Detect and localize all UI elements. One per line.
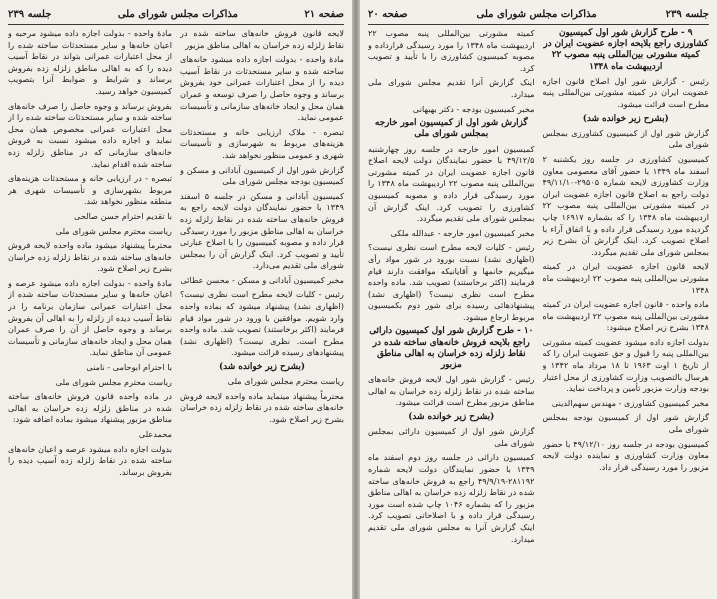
right-page [360,0,717,599]
left-page-title: مذاکرات مجلس شورای ملی [117,8,238,20]
left-page [0,0,352,599]
left-page-column-right [180,28,344,595]
paragraph: مخبر کمیسیون امور خارجه - عبدالله ملکی [390,227,535,238]
paragraph: لایحه قانون اجازه عضویت ایران در کمیته مشورتی بین‌المللی پنبه مصوب ۲۲ اردیبهشت ماه ۱۳۴۸ [542,261,709,295]
paragraph: کمیسیون کشاورزی در جلسه روز یکشنبه ۲ اسفند ماه ۱۳۴۹ با حضور آقای معصومی معاون وزارت کشاورزی لایحه شماره ۲۹۵۰۵-۴۹/۱۱/۱۰ دولت راجع به اصلاح قانون اجازه عضویت ایران در کمیته مشورتی بین‌المللی پنبه مصوب ۲۲ اردیبهشت ماه ۱۳۴۸ را که بشماره ۱۶۹۱۷ چاپ گردیده مورد رسیدگی قرار داده و با اتفاق آراء با اصلاح تصویب کرد. اینک گزارش آن بشرح زیر بمجلس شورای ملی تقدیم میگردد. [542,153,709,257]
section-heading: گزارش شور اول از کمیسیون امور خارجه بمجلس شورای ملی [374,118,528,140]
paragraph: گزارش شور اول از کمیسیون دارائی بمجلس شورای ملی [368,426,535,448]
paragraph: محترماً پیشنهاد مینماید ماده واحده لایحه فروش خانه‌های ساخته شده در نقاط زلزله زده خراسان بشرح زیر اصلاح شود. [180,390,344,425]
paragraph: ریاست محترم مجلس شورای ملی [55,376,172,387]
paragraph: در ماده واحده قانون فروش خانه‌های ساخته شده در مناطق زلزله زده خراسان به اهالی مناطق مزبور پیشنهاد میشود بماده اضافه شود: [8,391,172,425]
paragraph: بفروش برساند و وجوه حاصل را صرف خانه‌های ساخته شده و سایر مستحدثات ساخته شده را از محل اعتبارات عمرانی مخصوص همان محل نماید و اجازه داده میشود نسبت به فروش خانه‌های سازمانی که در مناطق زلزله زده ساخته شده اقدام نماید. [8,100,172,169]
paragraph: بدولت اجازه داده میشود عضویت کمیته مشورتی بین‌المللی پنبه را قبول و حق عضویت ایران را که از تاریخ ۱ اوت ۱۹۶۳ تا ۱۸ مرداد ماه ۱۳۴۲ و هرسال بالتصویب وزارت کشاورزی از محل اعتبار بودجه وزارت مزبور تأمین و پرداخت نماید. [542,336,709,394]
right-page-title: مذاکرات مجلس شورای ملی [476,8,597,20]
paragraph: گزارش شور اول از کمیسیون کشاورزی بمجلس شورای ملی [542,127,709,150]
left-page-column-left [8,28,172,595]
paragraph: با تقدیم احترام حسن صالحی [74,210,172,221]
paragraph: کمیسیون بودجه در جلسه روز ۴۹/۱۲/۱۰ با حضور معاون وزارت کشاورزی و نماینده دولت لایحه مزبور را مورد رسیدگی قرار داد. [542,438,709,472]
paragraph: مادهٔ واحده - بدولت اجازه داده میشود خانه‌های ساخته شده و سایر مستحدثات در نقاط آسیب دیده را از محل اعتبارات عمرانی خود بفروش برساند و وجوه حاصل را صرف توسعه و عمران همان محل و ایجاد خانه‌های سازمانی و تأسیسات عمومی نماید. [180,54,344,123]
section-heading: ۹ - طرح گزارش شور اول کمیسیون کشاورزی راجع بلایحه اجازه عضویت ایران در کمیته مشورتی بین‌المللی پنبه مصوب ۲۲ اردیبهشت ماه ۱۳۴۸ [543,28,709,72]
paragraph: کمیسیون دارائی در جلسه روز دوم اسفند ماه ۱۳۴۹ با حضور نمایندگان دولت لایحه شماره ۲۸۱۱۹۲-۴۹/۹/۱۹ راجع به فروش خانه‌های ساخته شده در نقاط زلزله زده خراسان به اهالی مناطق مزبور را که بشماره ۱۰۴۶ چاپ شده است مورد رسیدگی قرار داده و با اصلاحاتی تصویب کرد. اینک گزارش آنرا به مجلس شورای ملی تقدیم میدارد. [368,452,535,544]
paragraph: با احترام ابوحامی - نامنی [86,362,172,373]
left-page-header [8,6,344,25]
paragraph: کمیته مشورتی بین‌المللی پنبه مصوب ۲۲ اردیبهشت ماه ۱۳۴۸ را مورد رسیدگی قرارداده و مصوبه کمیسیون کشاورزی را با تأیید و تصویب کرد. [368,28,535,73]
paragraph: کمیسیون امور خارجه در جلسه روز چهارشنبه ۴۹/۱۲/۵ با حضور نمایندگان دولت لایحه اصلاح قانون اجازه عضویت ایران در کمیته مشورتی بین‌المللی پنبه مصوب ۲۲ اردیبهشت ماه ۱۳۴۸ را مورد رسیدگی قرار داده و مصوبه کمیسیون کشاورزی را تصویب کرد. اینک گزارش آن بمجلس شورای ملی تقدیم میگردد. [368,143,535,224]
paragraph: لایحه قانون فروش خانه‌های ساخته شده در نقاط زلزله زده خراسان به اهالی مناطق مزبور [180,28,344,50]
paragraph: تبصره - ملاک ارزیابی خانه و مستحدثات هزینه‌های مربوط به شهرسازی و تأسیسات شهری و عمومی منظور نخواهد شد. [180,126,344,160]
paragraph: مادهٔ واحده - بدولت اجازه داده میشود عرصه و اعیان خانه‌ها و سایر مستحدثات ساخته شده از محل اعتبارات عمرانی سازمان برنامه را در نقاط آسیب دیده از زلزله را به اهالی آن بفروش برساند و وجوه حاصل از آن را صرف عمران همان محل و ایجاد خانه‌های سازمانی و تأسیسات عمومی آن مناطق نماید. [8,277,172,358]
paragraph: مادهٔ واحده - بدولت اجازه داده میشود مرحبه و اعیان خانه‌ها و سایر مستحدثات ساخته شده را از محل اعتبارات عمرانی بتواند در نقاط آسیب دیده را که به اهالی مناطق زلزله زده بفروش برساند و شرایط و ضوابط آنرا بتصویب کمیسیون خواهد رسید. [8,28,172,96]
left-page-session: جلسه ۲۳۹ [8,8,52,20]
right-page-number: صفحه ۲۰ [368,8,408,20]
paragraph: گزارش شور اول از کمیسیون بودجه بمجلس شورای ملی [542,412,709,435]
paragraph: کمیسیون آبادانی و مسکن در جلسه ۵ اسفند ۱۳۴۹ با حضور نمایندگان دولت لایحه راجع به فروش خانه‌های ساخته شده در نقاط زلزله زده خراسان به اهالی مناطق مزبور را مورد رسیدگی قرار داده و مصوبه کمیسیون را با اصلاح عبارتی تأیید و تصویب کرد. اینک گزارش آن را بمجلس شورای ملی تقدیم می‌دارد. [180,190,344,271]
paragraph: بدولت اجازه داده میشود عرصه و اعیان خانه‌های ساخته شده در نقاط زلزله زده آسیب دیده را بفروش برساند. [8,443,172,477]
paragraph: ریاست محترم مجلس شورای ملی [55,225,172,236]
section-heading: (بشرح زیر خوانده شد) [408,412,495,423]
right-page-column-right [543,28,710,595]
section-heading: ۱۰ - طرح گزارش شور اول کمیسیون دارائی راجع بلایحه فروش خانه‌های ساخته شده در نقاط زلزله زده خراسان به اهالی مناطق مزبور [369,326,534,371]
right-page-header [368,6,709,25]
right-page-columns [368,28,709,595]
paragraph: تبصره - در ارزیابی خانه و مستحدثات هزینه‌های مربوط بشهرسازی و تأسیسات شهری هر منطقه منظور نخواهد شد. [8,173,172,207]
paragraph: ماده واحده - قانون اجازه عضویت ایران در کمیته مشورتی بین‌المللی پنبه مصوب ۲۲ اردیبهشت ماه ۱۳۴۸ بشرح زیر اصلاح میشود: [542,299,709,333]
paragraph: محترماً پیشنهاد میشود ماده واحده لایحه فروش خانه‌های ساخته شده در نقاط زلزله زده خراسان بشرح زیر اصلاح شود. [8,240,172,274]
paragraph: رئیس - کلیات لایحه مطرح است نظری نیست؟ (اظهاری نشد) نسبت بورود در شور مواد رأی میگیریم خانمها و آقایانیکه موافقت دارند قیام فرمایند (اکثر برخاستند) تصویب شد. ماده واحده مطرح است نظری نیست؟ (اظهاری نشد) پیشنهادهائی رسیده برای شور دوم بکمیسیون مربوط ارجاع میشود. [368,242,535,322]
paragraph: محمدعلی [138,429,172,439]
paragraph: گزارش شور اول از کمیسیون آبادانی و مسکن و کمیسیون بودجه مجلس شورای ملی [180,164,344,187]
section-heading: (بشرح زیر خوانده شد) [582,113,669,124]
book-gutter [352,0,360,599]
paragraph: رئیس - گزارش شور اول اصلاح قانون اجازه عضویت ایران در کمیته مشورتی بین‌المللی پنبه مطرح است قرائت میشود. [542,75,709,109]
paragraph: مخبر کمیسیون بودجه - دکتر بهبهانی [412,103,535,114]
right-page-session: جلسه ۲۳۹ [665,8,709,20]
paragraph: رئیس - کلیات لایحه مطرح است نظری نیست؟ (اظهاری نشد) پیشنهاد میشود که بماده واحده وارد شویم. موافقین با ورود در شور مواد قیام فرمایند (اکثر برخاستند) تصویب شد. ماده واحده مطرح است. نظری نیست؟ (اظهاری نشد) پیشنهادهای رسیده قرائت میشود. [180,289,344,358]
paragraph: مخبر کمیسیون آبادانی و مسکن - محسن عطائی [180,274,344,285]
paragraph: اینک گزارش آنرا تقدیم مجلس شورای ملی میدارد. [368,77,535,99]
paragraph: مخبر کمیسیون کشاورزی - مهندس سهم‌الدینی [551,397,709,408]
left-page-columns [8,28,344,595]
section-heading: (بشرح زیر خوانده شد) [219,362,305,373]
paragraph: ریاست محترم مجلس شورای ملی [227,376,344,387]
right-page-column-left [368,28,535,595]
left-page-number: صفحه ۲۱ [304,8,344,20]
paragraph: رئیس - گزارش شور اول لایحه فروش خانه‌های ساخته شده در نقاط زلزله زده خراسان به اهالی مناطق مزبور مطرح است قرائت میشود. [368,374,535,408]
